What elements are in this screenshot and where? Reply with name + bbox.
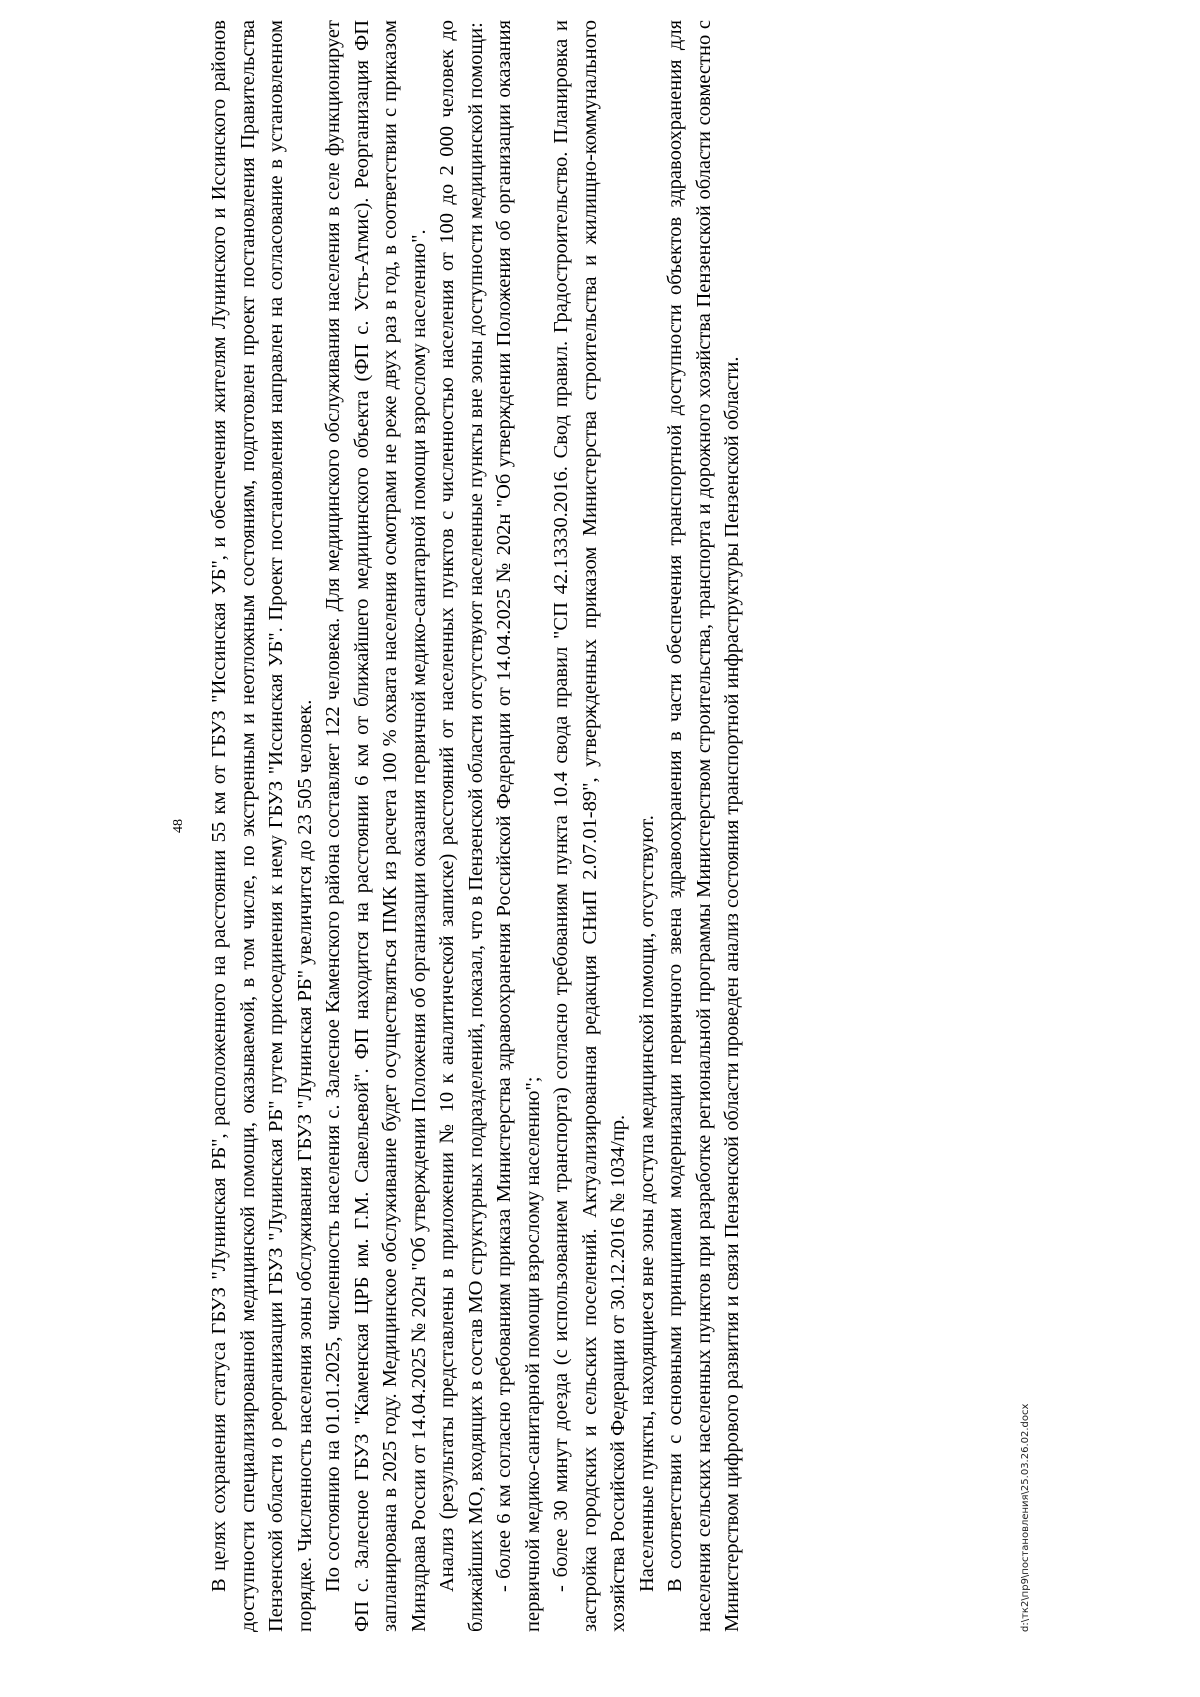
paragraph-no-settlements-outside: Населенные пункты, находящиеся вне зоны доступа медицинской помощи, отсутствуют. [635,815,658,1592]
list-item-distance-6km: - более 6 км согласно требованиям приказа Министерства здравоохранения Российской Федерации от 14.04.2025 № 202н "Об утверждении Положения об организации оказания первичной медико-санитарной помощи взрослому населению"; [493,20,544,1632]
page-number: 48 [171,819,186,833]
paragraph-luninsk-reorganization: В целях сохранения статуса ГБУЗ "Лунинская РБ", расположенного на расстоянии 55 км от ГБУЗ "Иссинская УБ", и обеспечения жителям Лунинского и Иссинского районов доступности специализированной медицинской помощи, оказываемой, в том числе, по экстренным и неотложным состояниям, подготовлен проект постановления Правительства Пензенской области о реорганизации ГБУЗ "Лунинская РБ" путем присоединения к нему ГБУЗ "Иссинская УБ". Проект постановления направлен на согласование в установленном порядке. Численность населения зоны обслуживания ГБУЗ "Лунинская РБ" увеличится до 23 505 человек. [208,20,316,1632]
paragraph-transport-accessibility: В соответствии с основными принципами модернизации первичного звена здравоохранения в части обеспечения транспортной доступности объектов здравоохранения для населения сельских населенных пунктов при разработке региональной программы Министерством строительства, транспорта и дорожного хозяйства Пензенской области совместно с Министерством цифрового развития и связи Пензенской области проведен анализ состояния транспортной инфраструктуры Пензенской области. [664,20,743,1632]
file-path-footer: d:\тк2\пр9\постановления\25.03.26.02.docx [1020,1403,1031,1632]
body-text [205,20,747,1632]
paragraph-zalesnoe-population: По состоянию на 01.01.2025, численность населения с. Залесное Каменского района составляет 122 человека. Для медицинского обслуживания населения в селе функционирует ФП с. Залесное ГБУЗ "Каменская ЦРБ им. Г.М. Савельевой". ФП находится на расстоянии 6 км от ближайшего медицинского объекта (ФП с. Усть-Атмис). Реорганизация ФП запланирована в 2025 году. Медицинское обслуживание будет осуществляться ПМК из расчета 100 % охвата населения осмотрами не реже двух раз в год, в соответствии с приказом Минздрава России от 14.04.2025 № 202н "Об утверждении Положения об организации оказания первичной медико-санитарной помощи взрослому населению". [322,20,430,1632]
rotated-content-frame [165,20,1035,1632]
paragraph-distance-analysis: Анализ (результаты представлены в приложении № 10 к аналитической записке) расстояний от населенных пунктов с численностью населения от 100 до 2 000 человек до ближайших МО, входящих в состав МО структурных подразделений, показал, что в Пензенской области отсутствуют населенные пункты вне зоны доступности медицинской помощи: [436,20,487,1632]
list-item-travel-30min: - более 30 минут доезда (с использованием транспорта) согласно требованиям пункта 10.4 свода правил "СП 42.13330.2016. Свод правил. Градостроительство. Планировка и застройка городских и сельских поселений. Актуализированная редакция СНиП 2.07.01-89", утвержденных приказом Министерства строительства и жилищно-коммунального хозяйства Российской Федерации от 30.12.2016 № 1034/пр. [550,20,629,1632]
